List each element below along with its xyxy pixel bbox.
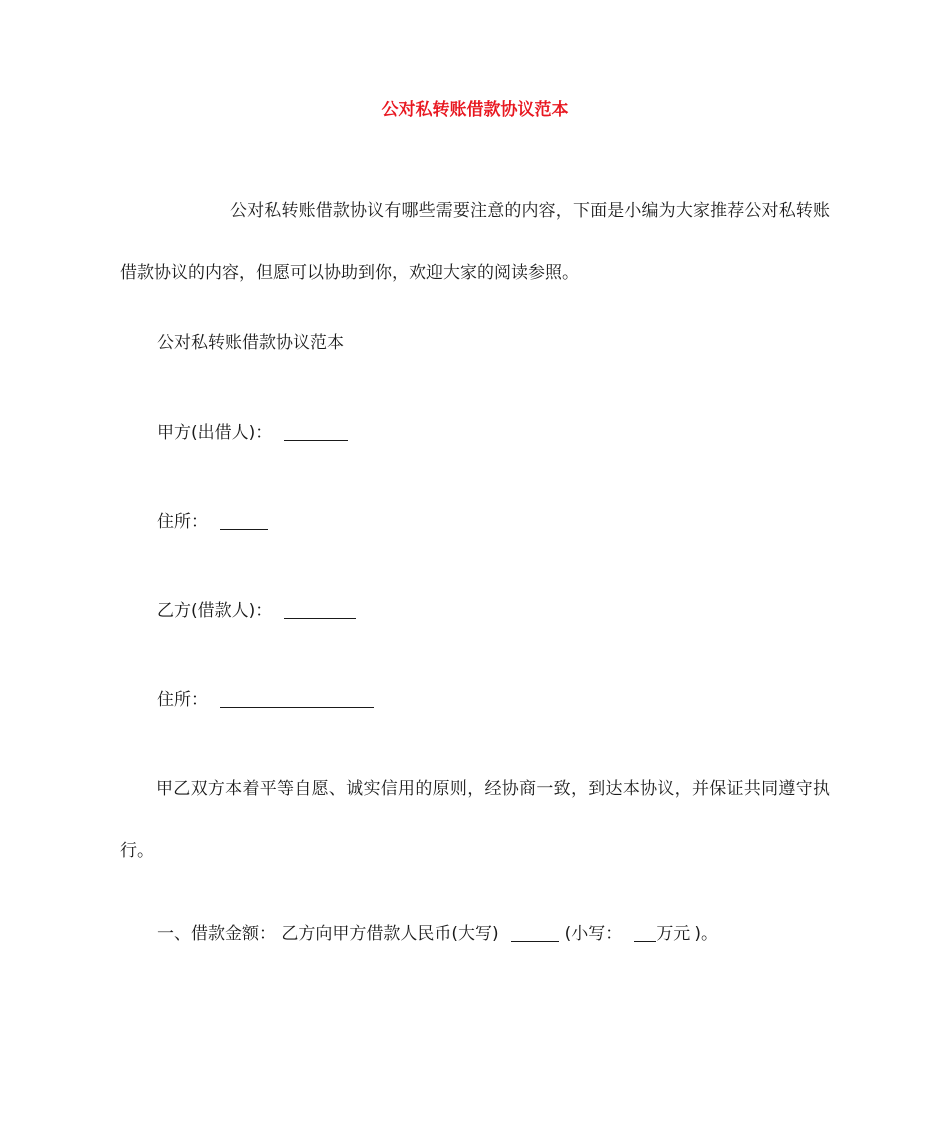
party-a-line [157,419,348,447]
agreement-heading: 公对私转账借款协议范本 [157,333,344,353]
clause-1-middle: (小写： [564,924,623,944]
document-title: 公对私转账借款协议范本 [381,100,569,120]
party-b-address-line [157,686,374,714]
party-a-address-blank [220,511,268,530]
amount-lowercase-blank [634,923,656,942]
party-b-label: 乙方(借款人)： [157,601,273,621]
party-b-address-label: 住所： [157,690,208,710]
agreement-paragraph: 甲乙双方本着平等自愿、诚实信用的原则，经协商一致，到达本协议，并保证共同遵守执行。 [120,779,830,861]
party-a-address-label: 住所： [157,512,208,532]
clause-1-prefix: 一、借款金额： 乙方向甲方借款人民币(大写) [157,924,499,944]
clause-1-unit: 万元 [656,924,691,944]
party-b-line [157,597,356,625]
clause-1-line [157,920,718,948]
party-a-label: 甲方(出借人)： [157,423,273,443]
party-a-address-line [157,508,268,536]
party-b-blank [284,600,356,619]
party-b-address-blank [220,689,374,708]
intro-paragraph: 公对私转账借款协议有哪些需要注意的内容，下面是小编为大家推荐公对私转账借款协议的内容，但愿可以协助到你，欢迎大家的阅读参照。 [120,201,830,283]
amount-uppercase-blank [511,923,559,942]
party-a-blank [284,422,348,441]
clause-1-suffix: )。 [694,924,718,944]
